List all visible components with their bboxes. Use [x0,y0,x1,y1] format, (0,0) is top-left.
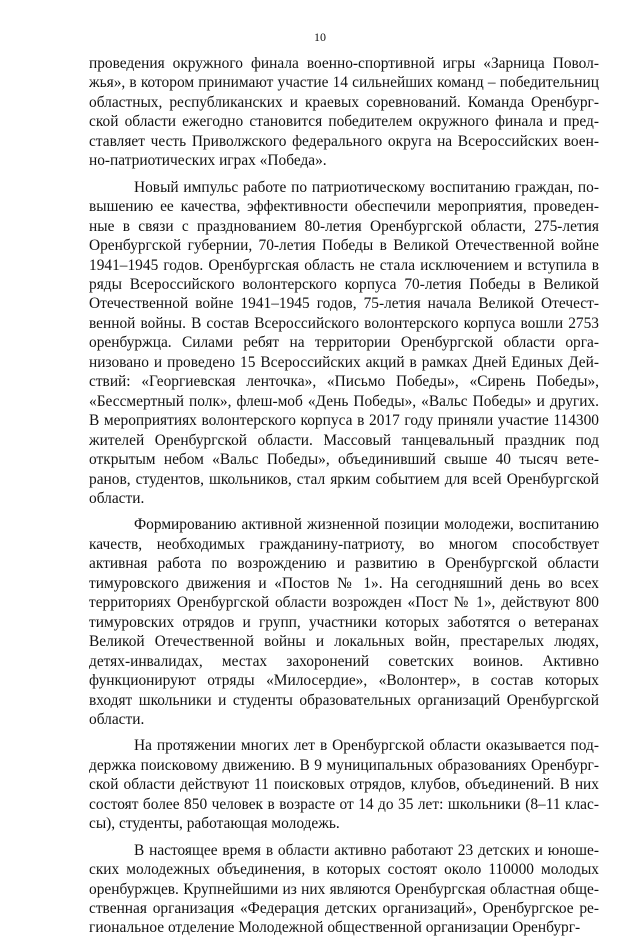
paragraph-youth-associations: В настоящее время в области активно работают 23 детских и юношеских молодежных объединения, в которых состоят около 110000 молодых оренбуржцев. Крупнейшими из них являются Оренбургская областная общественная организация «Федерация детских организаций», Оренбургское региональное отделение Молодежной общественной организации Оренбург- [89,841,599,937]
paragraph-search-movement: На протяжении многих лет в Оренбургской области оказывается поддержка поисковому движению. В 9 муниципальных образованиях Оренбургской области действуют 11 поисковых отрядов, клубов, объединений. В них состоят более 850 человек в возрасте от 14 до 35 лет: школьники (8–11 классы), студенты, работающая молодежь. [89,737,599,833]
paragraph-patriotic-education: Новый импульс работе по патриотическому воспитанию граждан, повышению ее качества, эффективности обеспечили мероприятия, проведенные в связи с празднованием 80-летия Оренбургской области, 275-летия Оренбургской губернии, 70-летия Победы в Великой Отечественной войне 1941–1945 годов. Оренбургская область не стала исключением и вступила в ряды Всероссийского волонтерского корпуса 70-летия Победы в Великой Отечественной войне 1941–1945 годов, 75-летия начала Великой Отечественной войны. В состав Всероссийского волонтерского корпуса вошли 2753 оренбуржца. Силами ребят на территории Оренбургской области организовано и проведено 15 Всероссийских акций в рамках Дней Единых Действий: «Георгиевская ленточка», «Письмо Победы», «Сирень Победы», «Бессмертный полк», флеш-моб «День Победы», «Вальс Победы» и других. В мероприятиях волонтерского корпуса в 2017 году приняли участие 114300 жителей Оренбургской области. Массовый танцевальный праздник под открытым небом «Вальс Победы», объединивший свыше 40 тысяч ветеранов, студентов, школьников, стал ярким событием для всей Оренбургской области. [89,178,599,507]
document-body [89,54,599,938]
paragraph-zarnitsa-final: проведения окружного финала военно-спортивной игры «Зарница Поволжья», в котором принимают участие 14 сильнейших команд – победительниц областных, республиканских и краевых соревнований. Команда Оренбургской области ежегодно становится победителем окружного финала и представляет честь Приволжского федерального округа на Всероссийских военно-патриотических играх «Победа». [89,55,599,170]
page-number: 10 [314,30,326,44]
paragraph-timur-movement: Формированию активной жизненной позиции молодежи, воспитанию качеств, необходимых гражданину-патриоту, во многом способствует активная работа по возрождению и развитию в Оренбургской области тимуровского движения и «Постов № 1». На сегодняшний день во всех территориях Оренбургской области возрожден «Пост № 1», действуют 800 тимуровских отрядов и групп, участники которых заботятся о ветеранах Великой Отечественной войны и локальных войн, престарелых людях, детях-инвалидах, местах захоронений советских воинов. Активно функционируют отряды «Милосердие», «Волонтер», в состав которых входят школьники и студенты образовательных организаций Оренбургской области. [89,516,599,728]
